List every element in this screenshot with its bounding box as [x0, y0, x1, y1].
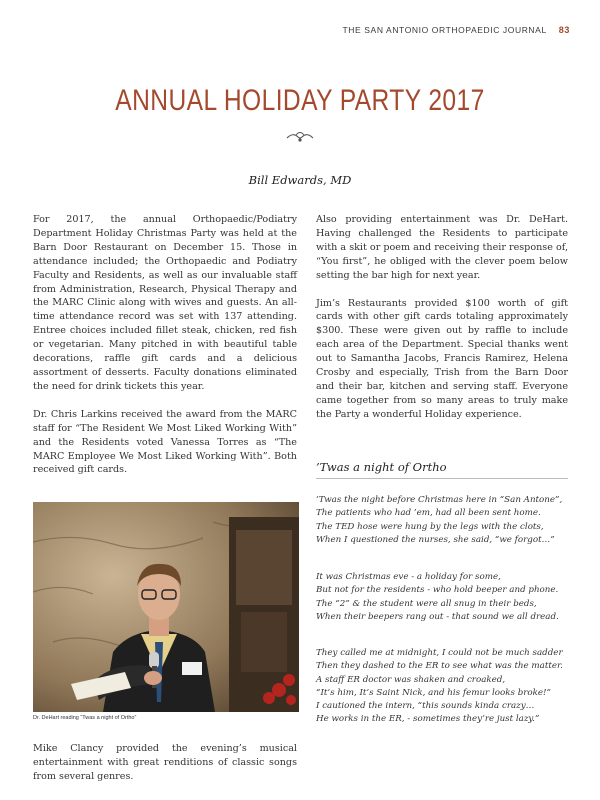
poem-stanza [316, 647, 574, 727]
paragraph: For 2017, the annual Orthopaedic/Podiatry Department Holiday Christmas Party was held at the Barn Door Restaurant on December 15. Those in attendance included; the Orthopaedic and Podiatry Faculty and Residents, as well as our invaluable staff from Administration, Research, Physical Therapy and the MARC Clinic along with wives and guests. An all-time attendance record was set with 137 attending. Entree choices included fillet steak, chicken, red fish or vegetarian. Many pitched in with beautiful table decorations, raffle gift cards and a delicious assortment of desserts. Faculty donations eliminated the need for drink tickets this year. [33, 214, 297, 392]
journal-name: THE SAN ANTONIO ORTHOPAEDIC JOURNAL [342, 25, 547, 35]
poem-line: ’Twas the night before Christmas here in “San Antone”, [316, 495, 563, 505]
poem-title: ’Twas a night of Ortho [316, 460, 447, 474]
party-photo [33, 502, 299, 712]
left-column-bottom [33, 742, 297, 784]
paragraph: Dr. Chris Larkins received the award from the MARC staff for “The Resident We Most Liked Working With” and the Residents voted Vanessa Torres as “The MARC Employee We Most Liked Working With”. Both received gift cards. [33, 408, 297, 476]
poem-line: They called me at midnight, I could not be much sadder [316, 648, 563, 658]
photo-illustration [33, 502, 299, 712]
poem-line: A staff ER doctor was shaken and croaked, [316, 674, 506, 685]
photo-caption: Dr. DeHart reading “Twas a night of Ortho” [33, 715, 137, 721]
poem-divider [316, 478, 568, 479]
poem-line: He works in the ER, - sometimes they’re just lazy.” [316, 714, 540, 725]
poem-stanza [316, 494, 574, 547]
poem-line: When their beepers rang out - that sound we all dread. [316, 611, 559, 622]
page-number: 83 [558, 25, 570, 35]
left-column [33, 213, 297, 477]
article-title: ANNUAL HOLIDAY PARTY 2017 [115, 84, 485, 117]
author-byline: Bill Edwards, MD [248, 173, 352, 187]
flourish-ornament-icon [285, 130, 315, 144]
poem-line: The TED hose were hung by the legs with the clots, [316, 521, 544, 532]
poem-line: It was Christmas eve - a holiday for some, [316, 572, 501, 582]
poem-line: When I questioned the nurses, she said, “we forgot…” [316, 534, 555, 545]
right-column [316, 213, 568, 422]
paragraph: Jim’s Restaurants provided $100 worth of gift cards with other gift cards totaling approximately $300. These were given out by raffle to include each area of the Department. Special thanks went out to Samantha Jacobs, Francis Ramirez, Helena Crosby and especially, Trish from the Barn Door and their bar, kitchen and serving staff. Everyone came together from so many areas to truly make the Party a wonderful Holiday experience. [316, 297, 568, 420]
poem-line: But not for the residents - who hold beeper and phone. [316, 585, 559, 596]
poem-stanza [316, 571, 574, 624]
poem-line: The patients who had ’em, had all been sent home. [316, 508, 541, 519]
paragraph: Also providing entertainment was Dr. DeHart. Having challenged the Residents to participate with a skit or poem and receiving their response of, “You first”, he obliged with the clever poem below setting the bar high for next year. [316, 214, 568, 281]
paragraph: Mike Clancy provided the evening’s musical entertainment with great renditions of classic songs from several genres. [33, 743, 297, 782]
poem-line: Then they dashed to the ER to see what was the matter. [316, 661, 563, 672]
poem-line: The “2” & the student were all snug in their beds, [316, 598, 537, 609]
poem-line: “It’s him, It’s Saint Nick, and his femur looks broke!” [316, 687, 551, 698]
running-header [300, 23, 570, 37]
poem-line: I cautioned the intern, “this sounds kinda crazy… [316, 701, 535, 712]
